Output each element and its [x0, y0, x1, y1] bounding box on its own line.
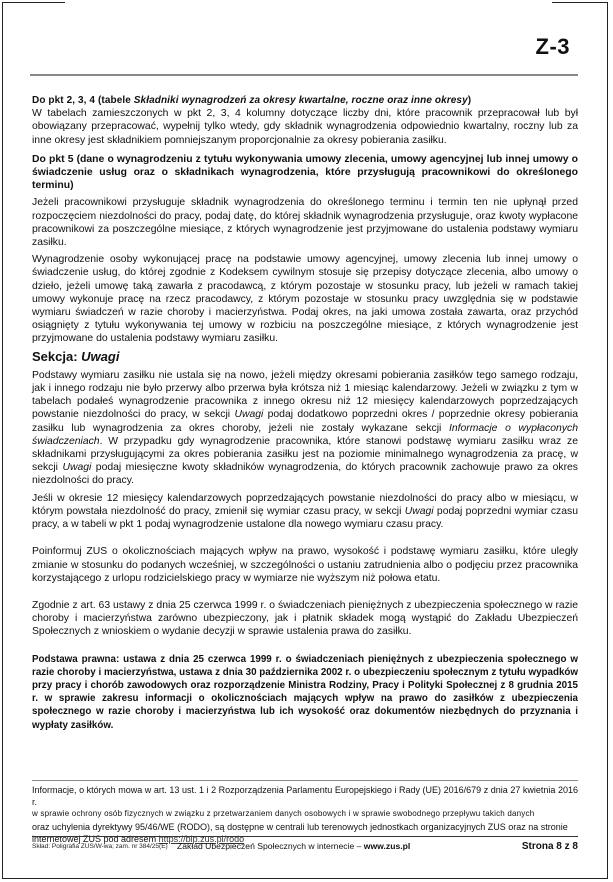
page-corner-top-right	[552, 2, 608, 3]
uwagi-para-1: Podstawy wymiaru zasiłku nie ustala się na nowo, jeżeli między okresami pobierania zasiłków tego samego rodzaju, jak i innego rodzaju nie było przerwy albo przerwa była krótsza niż 1 miesiąc kalendarzowy. Jeżeli w związku z tym w tabelach podałeś wynagrodzenie pracownika z innego okresu niż 12 miesięcy kalendarzowych poprzedzających powstanie niezdolności do pracy, w sekcji Uwagi podaj dodatkowo poprzedni okres / poprzednie okresy pobierania zasiłku lub wynagrodzenia za okres choroby, jeżeli nie zostały wykazane sekcji Informacje o wypłaconych świadczeniach. W przypadku gdy wynagrodzenie pracownika, które stanowi podstawę wymiaru zasiłku wraz ze składnikami przysługującymi za okres pobierania zasiłku jest na poziomie minimalnego wynagrodzenia za pracę, w sekcji Uwagi podaj miesięczne kwoty składników wynagrodzenia, do których pracownik zachowuje prawo za okres niezdolności do pracy.	[32, 369, 579, 487]
page-number: Strona 8 z 8	[521, 841, 578, 852]
document-body	[32, 94, 578, 732]
pkt234-heading: Do pkt 2, 3, 4 (tabele Składniki wynagrodzeń za okresy kwartalne, roczne oraz inne okresy)	[32, 95, 472, 106]
section-title-uwagi: Sekcja: Uwagi	[32, 348, 120, 364]
uwagi-para-2: Jeśli w okresie 12 miesięcy kalendarzowych poprzedzających powstanie niezdolności do pracy albo w miesiącu, w którym powstała niezdolność do pracy, zmienił się wymiar czasu pracy, w sekcji Uwagi podaj poprzedni wymiar czasu pracy, a w tabeli w pkt 1 podaj wynagrodzenie ustalone dla nowego wymiaru czasu pracy.	[32, 492, 579, 531]
legal-basis: Podstawa prawna: ustawa z dnia 25 czerwca 1999 r. o świadczeniach pieniężnych z ubezpieczenia społecznego w razie choroby i macierzyństwa, ustawa z dnia 30 października 2002 r. o ubezpieczeniu społecznym z tytułu wypadków przy pracy i chorób zawodowych oraz rozporządzenie Ministra Rodziny, Pracy i Polityki Społecznej z 8 grudnia 2015 r. w sprawie zakresu informacji o okolicznościach mających wpływ na prawo do zasiłków z ubezpieczenia społecznego w razie choroby i macierzyństwa lub ich wysokość oraz dokumentów niezbędnych do przyznania i wypłaty zasiłków.	[32, 653, 578, 731]
page-border-left	[2, 2, 3, 879]
footer-divider	[32, 836, 578, 837]
pkt5-para-2: Wynagrodzenie osoby wykonującej pracę na podstawie umowy agencyjnej, umowy zlecenia lub innej umowy o świadczenie usług, do której zgodnie z Kodeksem cywilnym stosuje się przepisy dotyczące zlecenia, albo umowy o dzieło, jeżeli umowę taką zawarła z pracodawcą, z którym pozostaje w stosunku pracy, lub jeżeli w ramach takiej umowy wykonuje pracę na rzecz pracodawcy, z którym pozostaje w stosunku pracy uwzględnia się w podstawie wymiaru świadczeń w razie choroby i macierzyństwa. Podaj okres, na jaki umowa została zawarta, oraz przychód osiągnięty z tytułu wykonywania tej umowy w rozbiciu na poszczególne miesiące, z których wynagrodzenie jest przyjmowane do ustalenia podstawy wymiaru zasiłku.	[32, 254, 578, 345]
form-code: Z-3	[535, 34, 570, 59]
pkt5-para-1: Jeżeli pracownikowi przysługuje składnik wynagrodzenia do określonego terminu i termin ten nie upłynął przed rozpoczęciem niezdolności do pracy, podaj datę, do której składnik wynagrodzenia przysługuje, oraz kwoty wypłacone pracownikowi za poszczególne miesiące, z których wynagrodzenie jest przyjmowane do ustalenia podstawy wymiaru zasiłku.	[32, 197, 578, 249]
rodo-line-3: oraz uchylenia dyrektywy 95/46/WE (RODO), są dostępne w centrali lub terenowych jednostkach organizacyjnych ZUS oraz na stronie	[32, 821, 568, 832]
pkt5-heading: Do pkt 5 (dane o wynagrodzeniu z tytułu wykonywania umowy zlecenia, umowy agencyjnej lub innej umowy o świadczenie usług oraz o składnikach wynagrodzenia, które przysługują pracownikowi do określonego terminu)	[32, 153, 578, 192]
rodo-line-2: w sprawie ochrony osób fizycznych w związku z przetwarzaniem danych osobowych i w sprawie swobodnego przepływu takich danych	[32, 809, 535, 819]
pkt234-body: W tabelach zamieszczonych w pkt 2, 3, 4 kolumny dotyczące liczby dni, które pracownik przepracował lub był obowiązany przepracować, wypełnij tylko wtedy, gdy składnik wynagrodzenia odpowiednio kwartalny, roczny lub za inne okresy jest składnikiem pomniejszanym proporcjonalnie za okresy pobierania zasiłku.	[32, 108, 578, 146]
header-divider	[30, 74, 578, 76]
rodo-divider-top	[32, 780, 578, 781]
page-border-right	[607, 2, 608, 879]
print-info: Skład: Poligrafia ZUS/W-wa; zam. nr 384/25(E)	[32, 843, 168, 850]
zus-website-note: Zakład Ubezpieczeń Społecznych w internecie – www.zus.pl	[177, 841, 411, 851]
page-corner-top-left	[2, 2, 65, 3]
rodo-line-1: Informacje, o których mowa w art. 13 ust. 1 i 2 Rozporządzenia Parlamentu Europejskiego i Rady (UE) 2016/679 z dnia 27 kwietnia 2016 r.	[32, 785, 578, 808]
rodo-line-4: internetowej ZUS pod adresem https://bip.zus.pl/rodo	[32, 833, 245, 844]
page-border-bottom	[2, 878, 608, 879]
page-footer	[32, 841, 578, 855]
art63-paragraph: Zgodnie z art. 63 ustawy z dnia 25 czerwca 1999 r. o świadczeniach pieniężnych z ubezpieczenia społecznego w razie choroby i macierzyństwa zarówno ubezpieczony, jak i płatnik składek mogą wystąpić do Zakładu Ubezpieczeń Społecznych z wnioskiem o wydanie decyzji w sprawie ustalenia prawa do zasiłku.	[32, 599, 578, 638]
inform-zus-paragraph: Poinformuj ZUS o okolicznościach mających wpływ na prawo, wysokość i podstawę wymiaru zasiłku, które uległy zmianie w stosunku do podanych wcześniej, w szczególności o ustaniu zatrudnienia albo o podjęciu przez pracownika korzystającego z urlopu rodzicielskiego pracy w wymiarze nie wyższym niż połowa etatu.	[32, 546, 578, 584]
zus-website-link[interactable]: www.zus.pl	[363, 841, 411, 851]
rodo-link[interactable]: https://bip.zus.pl/rodo	[158, 833, 245, 844]
